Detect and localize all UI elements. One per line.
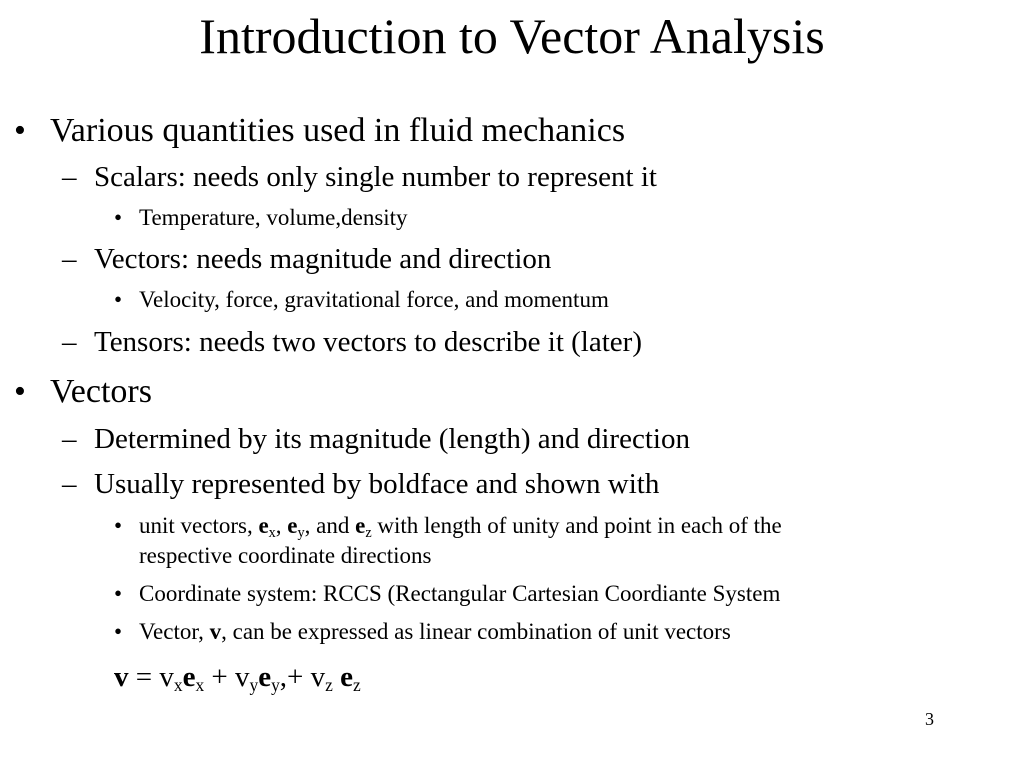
bullet-quantities: Various quantities used in fluid mechanics [50, 112, 626, 149]
slide-title: Introduction to Vector Analysis [199, 8, 825, 64]
unit-vectors-suffix: with length of unity and point in each of the [371, 513, 782, 538]
equation-lhs: v [114, 661, 129, 693]
vector-symbol: v [209, 619, 222, 644]
bullet-usually: Usually represented by boldface and shown with [94, 468, 660, 500]
unit-vector-ey: e [287, 513, 298, 538]
subscript-z: z [325, 674, 333, 695]
component-vx: v [159, 661, 174, 693]
separator: , [275, 513, 288, 538]
bullet-vectors-definition: Vectors: needs magnitude and direction [94, 243, 552, 275]
bullet-coordinate-system: Coordinate system: RCCS (Rectangular Cartesian Coordiante System [139, 581, 781, 606]
bullet-unit-vectors-continued: respective coordinate directions [139, 543, 432, 568]
bullet-tensors: Tensors: needs two vectors to describe it (later) [94, 326, 642, 358]
unit-vector-ez: e [340, 661, 353, 693]
bullet-scalars: Scalars: needs only single number to represent it [94, 161, 657, 193]
vector-linear-prefix: Vector, [139, 619, 210, 644]
bullet-vector-linear-combination [139, 618, 731, 646]
vector-linear-suffix: , can be expressed as linear combination of unit vectors [221, 619, 731, 644]
bullet-scalars-examples: Temperature, volume,density [139, 205, 408, 230]
dash-marker: – [62, 243, 77, 275]
equation-plus: ,+ [279, 661, 311, 693]
subscript-z: z [365, 524, 372, 541]
bullet-marker: • [14, 112, 26, 149]
dash-marker: – [62, 468, 77, 500]
unit-vector-ex: e [258, 513, 269, 538]
subscript-y: y [271, 674, 280, 695]
subscript-z: z [353, 674, 361, 695]
equation-plus: + [204, 661, 235, 693]
bullet-marker: • [114, 513, 123, 538]
dash-marker: – [62, 423, 77, 455]
equation-equals: = [128, 661, 160, 693]
bullet-marker: • [114, 581, 123, 606]
page-number: 3 [925, 709, 934, 729]
bullet-marker: • [114, 619, 123, 644]
separator: , and [304, 513, 356, 538]
component-vy: v [235, 661, 250, 693]
subscript-y: y [297, 524, 305, 541]
bullet-vectors: Vectors [50, 373, 152, 410]
unit-vector-ex: e [182, 661, 196, 693]
bullet-determined: Determined by its magnitude (length) and direction [94, 423, 690, 455]
subscript-y: y [249, 674, 259, 695]
dash-marker: – [62, 161, 77, 193]
vector-equation [114, 660, 361, 694]
subscript-x: x [173, 674, 183, 695]
bullet-unit-vectors [139, 512, 782, 540]
subscript-x: x [195, 674, 205, 695]
bullet-vectors-examples: Velocity, force, gravitational force, and momentum [139, 287, 609, 312]
bullet-marker: • [114, 205, 123, 230]
dash-marker: – [62, 326, 77, 358]
unit-vector-ey: e [258, 661, 272, 693]
bullet-marker: • [14, 373, 26, 410]
unit-vectors-prefix: unit vectors, [139, 513, 259, 538]
subscript-x: x [268, 524, 276, 541]
component-vz: v [310, 661, 326, 693]
unit-vector-ez: e [355, 513, 366, 538]
bullet-marker: • [114, 287, 123, 312]
